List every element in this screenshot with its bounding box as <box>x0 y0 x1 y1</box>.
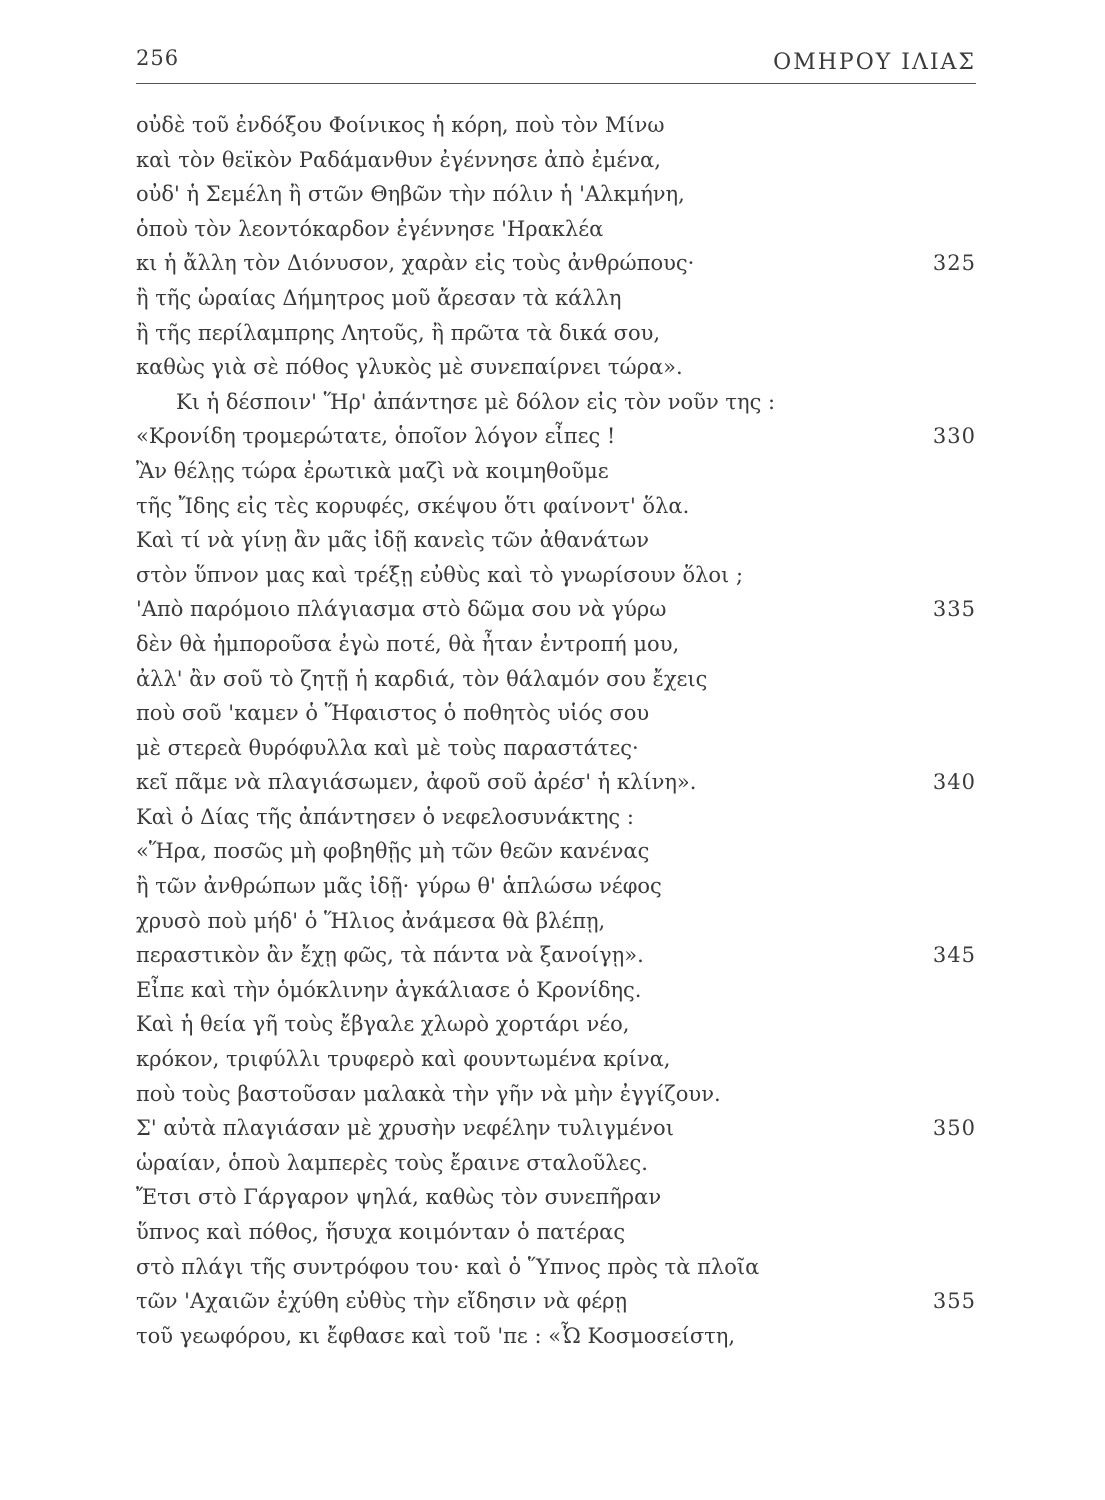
verse-text: ὡραίαν, ὁποὺ λαμπερὲς τοὺς ἔραινε σταλοῦλες. <box>136 1150 648 1175</box>
verse-line <box>136 419 976 454</box>
verse-line <box>136 696 976 731</box>
verse-text: στὸν ὕπνον μας καὶ τρέξῃ εὐθὺς καὶ τὸ γνωρίσουν ὅλοι ; <box>136 562 744 587</box>
verse-text: Καὶ τί νὰ γίνῃ ἂν μᾶς ἰδῇ κανεὶς τῶν ἀθανάτων <box>136 528 650 553</box>
line-number: 345 <box>932 943 976 968</box>
verse-line <box>136 1180 976 1215</box>
verse-text: ἢ τῆς ὡραίας Δήμητρος μοῦ ἄρεσαν τὰ κάλλη <box>136 285 622 310</box>
verse-line <box>136 316 976 351</box>
verse-text: Ἂν θέλῃς τώρα ἐρωτικὰ μαζὶ νὰ κοιμηθοῦμε <box>136 458 609 483</box>
verse-text: καθὼς γιὰ σὲ πόθος γλυκὸς μὲ συνεπαίρνει τώρα». <box>136 355 683 380</box>
verse-line <box>136 1042 976 1077</box>
verse-block <box>136 108 976 1353</box>
verse-line <box>136 800 976 835</box>
verse-line <box>136 592 976 627</box>
verse-text: Καὶ ὁ Δίας τῆς ἀπάντησεν ὁ νεφελοσυνάκτης : <box>136 804 634 829</box>
verse-line <box>136 938 976 973</box>
verse-text: τῶν 'Αχαιῶν ἐχύθη εὐθὺς τὴν εἴδησιν νὰ φέρῃ <box>136 1289 628 1314</box>
header-rule <box>136 83 976 84</box>
verse-text: οὐδὲ τοῦ ἐνδόξου Φοίνικος ἡ κόρη, ποὺ τὸν Μίνω <box>136 113 665 137</box>
verse-text: 'Απὸ παρόμοιο πλάγιασμα στὸ δῶμα σου νὰ γύρω <box>136 597 667 622</box>
verse-line <box>136 1077 976 1112</box>
verse-line <box>136 143 976 178</box>
verse-line <box>136 350 976 385</box>
verse-text: ἢ τῶν ἀνθρώπων μᾶς ἰδῇ· γύρω θ' ἁπλώσω νέφος <box>136 874 662 899</box>
verse-text: κρόκον, τριφύλλι τρυφερὸ καὶ φουντωμένα κρίνα, <box>136 1047 671 1072</box>
verse-text: ποὺ τοὺς βαστοῦσαν μαλακὰ τὴν γῆν νὰ μὴν ἐγγίζουν. <box>136 1081 721 1106</box>
verse-text: Εἶπε καὶ τὴν ὁμόκλινην ἀγκάλιασε ὁ Κρονίδης. <box>136 977 642 1002</box>
verse-line <box>136 627 976 662</box>
verse-line <box>136 869 976 904</box>
verse-line <box>136 177 976 212</box>
page-number: 256 <box>136 46 180 70</box>
verse-line <box>136 558 976 593</box>
verse-text: μὲ στερεὰ θυρόφυλλα καὶ μὲ τοὺς παραστάτες· <box>136 735 639 760</box>
verse-text: κι ἡ ἄλλη τὸν Διόνυσον, χαρὰν εἰς τοὺς ἀνθρώπους· <box>136 251 695 276</box>
verse-line <box>136 523 976 558</box>
verse-line <box>136 1007 976 1042</box>
verse-text: δὲν θὰ ἠμποροῦσα ἐγὼ ποτέ, θὰ ἦταν ἐντροπή μου, <box>136 631 680 656</box>
verse-line <box>136 1146 976 1181</box>
verse-text: Σ' αὐτὰ πλαγιάσαν μὲ χρυσὴν νεφέλην τυλιγμένοι <box>136 1116 674 1141</box>
verse-line <box>136 731 976 766</box>
verse-line <box>136 108 976 143</box>
verse-line <box>136 1111 976 1146</box>
verse-text: «Ἥρα, ποσῶς μὴ φοβηθῇς μὴ τῶν θεῶν κανένας <box>136 839 650 864</box>
verse-text: Κι ἡ δέσποιν' Ἥρ' ἀπάντησε μὲ δόλον εἰς τὸν νοῦν της : <box>176 389 776 414</box>
verse-text: οὐδ' ἡ Σεμέλη ἢ στῶν Θηβῶν τὴν πόλιν ἡ 'Αλκμήνη, <box>136 182 685 207</box>
verse-text: ἀλλ' ἂν σοῦ τὸ ζητῇ ἡ καρδιά, τὸν θάλαμόν σου ἔχεις <box>136 666 708 691</box>
verse-line <box>136 834 976 869</box>
verse-line <box>136 1284 976 1319</box>
verse-text: ὁποὺ τὸν λεοντόκαρδον ἐγέννησε 'Ηρακλέα <box>136 216 604 241</box>
verse-line <box>136 1250 976 1285</box>
verse-line <box>136 246 976 281</box>
verse-text: χρυσὸ ποὺ μήδ' ὁ Ἥλιος ἀνάμεσα θὰ βλέπῃ, <box>136 908 606 933</box>
verse-line <box>136 1319 976 1354</box>
verse-text: ἢ τῆς περίλαμπρης Λητοῦς, ἢ πρῶτα τὰ δικά σου, <box>136 320 661 345</box>
running-title: ΟΜΗΡΟΥ ΙΛΙΑΣ <box>773 50 976 75</box>
verse-text: τοῦ γεωφόρου, κι ἔφθασε καὶ τοῦ 'πε : «Ὦ Κοσμοσείστη, <box>136 1323 736 1348</box>
verse-text: Καὶ ἡ θεία γῆ τοὺς ἔβγαλε χλωρὸ χορτάρι νέο, <box>136 1012 630 1037</box>
verse-text: καὶ τὸν θεϊκὸν Ραδάμανθυν ἐγέννησε ἀπὸ ἐμένα, <box>136 147 661 172</box>
verse-line <box>136 904 976 939</box>
line-number: 350 <box>932 1116 976 1141</box>
verse-text: κεῖ πᾶμε νὰ πλαγιάσωμεν, ἀφοῦ σοῦ ἀρέσ' ἡ κλίνη». <box>136 770 697 795</box>
verse-line <box>136 385 976 420</box>
verse-text: Ἔτσι στὸ Γάργαρον ψηλά, καθὼς τὸν συνεπῆραν <box>136 1185 662 1210</box>
verse-line <box>136 1215 976 1250</box>
verse-line <box>136 973 976 1008</box>
verse-line <box>136 454 976 489</box>
line-number: 335 <box>932 597 976 622</box>
verse-line <box>136 662 976 697</box>
verse-line <box>136 765 976 800</box>
page-header <box>136 40 976 80</box>
line-number: 355 <box>932 1289 976 1314</box>
verse-text: τῆς Ἴδης εἰς τὲς κορυφές, σκέψου ὅτι φαίνοντ' ὅλα. <box>136 493 690 518</box>
verse-line <box>136 212 976 247</box>
line-number: 330 <box>932 424 976 449</box>
verse-line <box>136 489 976 524</box>
verse-line <box>136 281 976 316</box>
verse-text: περαστικὸν ἂν ἔχῃ φῶς, τὰ πάντα νὰ ξανοίγῃ». <box>136 943 644 968</box>
verse-text: ποὺ σοῦ 'καμεν ὁ Ἥφαιστος ὁ ποθητὸς υἱός σου <box>136 701 650 726</box>
line-number: 340 <box>932 770 976 795</box>
verse-text: ὕπνος καὶ πόθος, ἥσυχα κοιμόνταν ὁ πατέρας <box>136 1220 626 1244</box>
verse-text: «Κρονίδη τρομερώτατε, ὁποῖον λόγον εἶπες ! <box>136 424 616 449</box>
verse-text: στὸ πλάγι τῆς συντρόφου του· καὶ ὁ Ὕπνος πρὸς τὰ πλοῖα <box>136 1254 760 1279</box>
line-number: 325 <box>932 251 976 276</box>
